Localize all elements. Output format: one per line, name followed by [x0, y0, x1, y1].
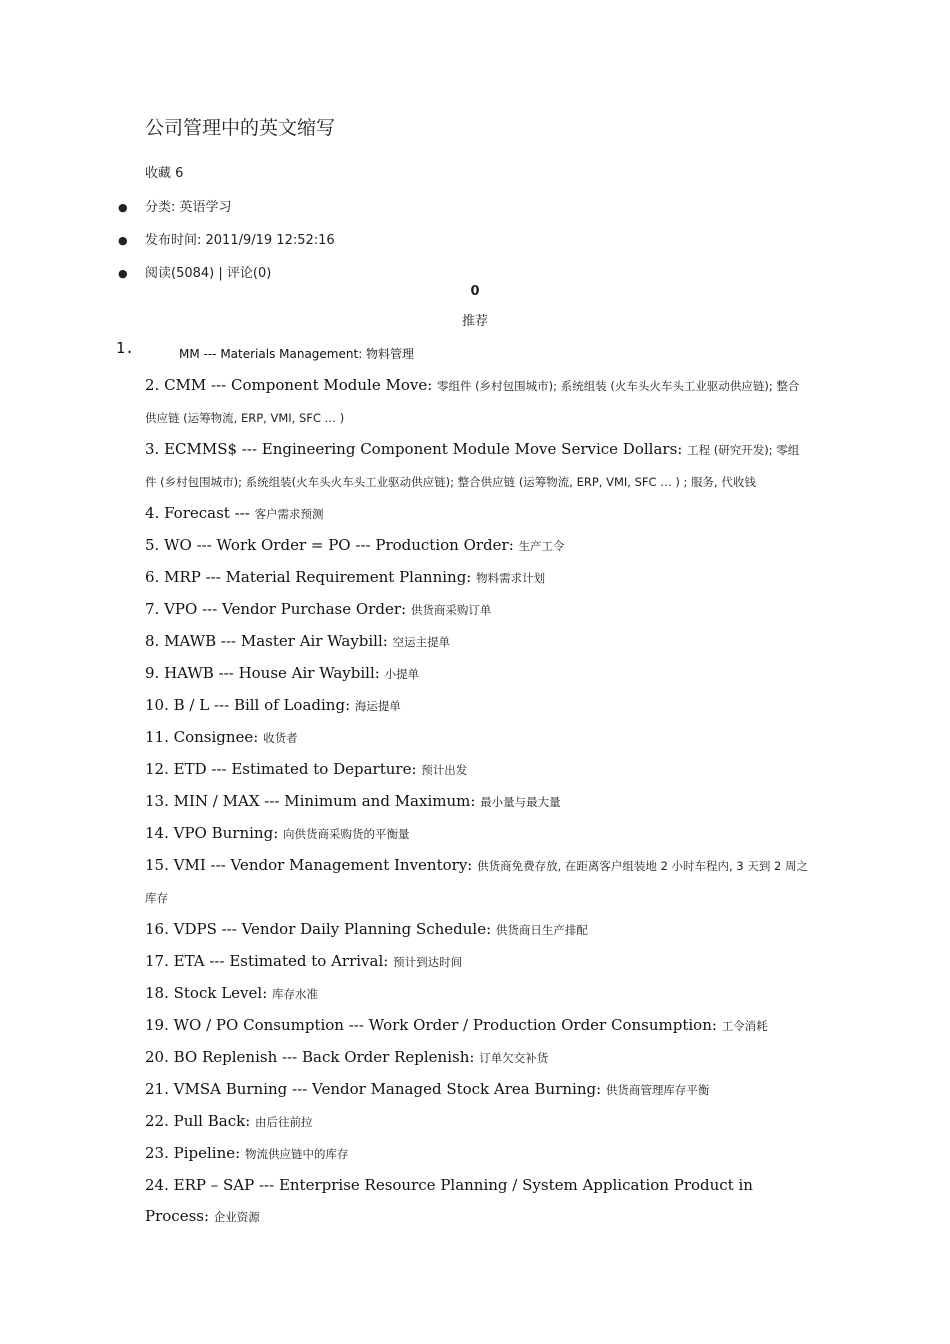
item-chinese: 供货商免费存放, 在距离客户组装地 2 小时车程内, 3 天到 2 周之库存: [145, 859, 808, 905]
item-english: 13. MIN / MAX --- Minimum and Maximum:: [145, 792, 481, 810]
item-english: 20. BO Replenish --- Back Order Replenish:: [145, 1048, 480, 1066]
item-chinese: 海运提单: [354, 699, 401, 713]
item-english: 6. MRP --- Material Requirement Planning:: [145, 568, 477, 586]
item-english: 23. Pipeline:: [145, 1144, 245, 1162]
item-english: 3. ECMMS$ --- Engineering Component Module Move Service Dollars:: [145, 440, 688, 458]
list-item: [145, 658, 810, 690]
list-item: [145, 1106, 810, 1138]
list-item: [145, 1138, 810, 1170]
item-chinese: 收货者: [263, 731, 298, 745]
list-item: [145, 370, 810, 434]
item-english: 22. Pull Back:: [145, 1112, 256, 1130]
bullet-icon: ●: [118, 267, 128, 280]
item-chinese: 工令消耗: [721, 1019, 768, 1033]
list-item: [145, 594, 810, 626]
item-chinese: 供货商管理库存平衡: [605, 1083, 710, 1097]
item-chinese: 订单欠交补货: [479, 1051, 549, 1065]
item-english: 9. HAWB --- House Air Waybill:: [145, 664, 385, 682]
list-item: [145, 434, 810, 498]
item-english: 4. Forecast ---: [145, 504, 255, 522]
item-english: 8. MAWB --- Master Air Waybill:: [145, 632, 393, 650]
meta-category-text: 分类: 英语学习: [145, 200, 232, 215]
item-chinese: 向供货商采购货的平衡量: [283, 827, 410, 841]
item-chinese: 由后往前拉: [255, 1115, 313, 1129]
item-chinese: 物料需求计划: [476, 571, 546, 585]
list-item: [145, 1010, 810, 1042]
list-item: [145, 978, 810, 1010]
item-chinese: 物流供应链中的库存: [244, 1147, 349, 1161]
abbreviation-list: [145, 370, 810, 1233]
item-english: 24. ERP – SAP --- Enterprise Resource Planning / System Application Product in Process:: [145, 1176, 753, 1225]
item-english: 12. ETD --- Estimated to Departure:: [145, 760, 422, 778]
list-item: [145, 690, 810, 722]
item-chinese: 客户需求预测: [254, 507, 324, 521]
meta-category: [118, 196, 232, 215]
item-chinese: 生产工令: [518, 539, 565, 553]
list-number: 1.: [116, 339, 135, 357]
item-english: 17. ETA --- Estimated to Arrival:: [145, 952, 394, 970]
item-chinese: 最小量与最大量: [480, 795, 561, 809]
item-chinese: 空运主提单: [392, 635, 451, 649]
list-item: [145, 818, 810, 850]
meta-stats: [118, 262, 271, 281]
meta-publish-time: [118, 229, 335, 248]
list-item: [145, 498, 810, 530]
list-item: [145, 1074, 810, 1106]
list-item: [145, 1042, 810, 1074]
item-english: 7. VPO --- Vendor Purchase Order:: [145, 600, 411, 618]
bullet-icon: ●: [118, 201, 128, 214]
item-english: 14. VPO Burning:: [145, 824, 284, 842]
list-item: [145, 850, 810, 914]
favorites-count: 收藏 6: [145, 166, 184, 181]
bullet-icon: ●: [118, 234, 128, 247]
list-item: [145, 530, 810, 562]
item-english: 18. Stock Level:: [145, 984, 273, 1002]
recommend-count: 0: [470, 284, 480, 299]
list-item: [145, 754, 810, 786]
list-item: [145, 946, 810, 978]
meta-stats-text: 阅读(5084) | 评论(0): [145, 266, 272, 281]
item-english: 10. B / L --- Bill of Loading:: [145, 696, 355, 714]
item-chinese: 企业资源: [213, 1210, 260, 1224]
list-item: MM --- Materials Management: 物料管理: [179, 347, 415, 361]
item-chinese: 零组件 (乡村包围城市); 系统组装 (火车头火车头工业驱动供应链); 整合供应链 (运筹物流, ERP, VMI, SFC … ): [145, 379, 800, 425]
item-chinese: 库存水准: [272, 987, 319, 1001]
meta-publish-time-text: 发布时间: 2011/9/19 12:52:16: [145, 233, 335, 248]
item-english: 15. VMI --- Vendor Management Inventory:: [145, 856, 478, 874]
item-chinese: 供货商日生产排配: [495, 923, 588, 937]
list-item: [145, 914, 810, 946]
recommend-button[interactable]: 推荐: [461, 314, 488, 329]
item-chinese: 工程 (研究开发); 零组件 (乡村包围城市); 系统组装(火车头火车头工业驱动供应链); 整合供应链 (运筹物流, ERP, VMI, SFC … ) ; 服务, 代收钱: [145, 443, 800, 489]
item-chinese: 预计到达时间: [393, 955, 463, 969]
item-english: 21. VMSA Burning --- Vendor Managed Stock Area Burning:: [145, 1080, 606, 1098]
page-title: 公司管理中的英文缩写: [145, 117, 336, 139]
item-chinese: 预计出发: [421, 763, 468, 777]
item-english: 5. WO --- Work Order = PO --- Production Order:: [145, 536, 519, 554]
item-chinese: 供货商采购订单: [410, 603, 492, 617]
item-english: 16. VDPS --- Vendor Daily Planning Schedule:: [145, 920, 496, 938]
list-item: [145, 1170, 810, 1233]
list-item: [145, 626, 810, 658]
list-item: [145, 786, 810, 818]
list-item: [145, 562, 810, 594]
item-english: 11. Consignee:: [145, 728, 264, 746]
item-english: 2. CMM --- Component Module Move:: [145, 376, 438, 394]
list-item: [145, 722, 810, 754]
item-chinese: 小提单: [384, 667, 420, 681]
item-english: 19. WO / PO Consumption --- Work Order / Production Order Consumption:: [145, 1016, 722, 1034]
